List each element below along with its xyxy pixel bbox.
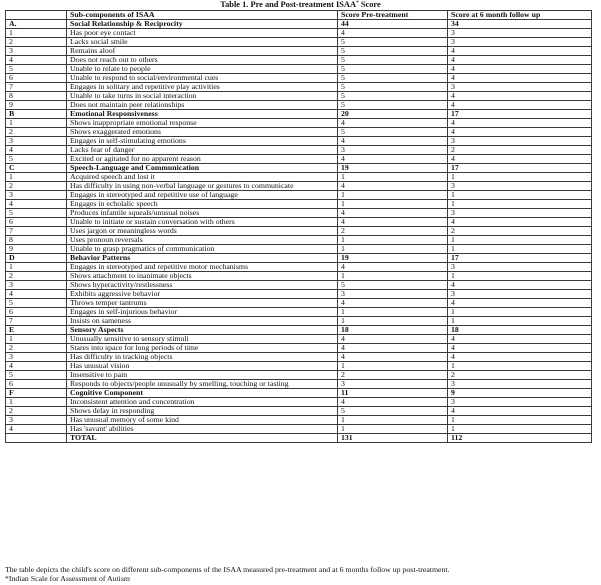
item-description: Does not reach out to others <box>67 56 338 65</box>
item-score-pre: 4 <box>338 335 448 344</box>
section-code: C <box>6 164 67 173</box>
item-description: Shows exaggerated emotions <box>67 128 338 137</box>
item-score-followup: 2 <box>448 227 592 236</box>
item-description: Unable to grasp pragmatics of communication <box>67 245 338 254</box>
item-score-pre: 5 <box>338 101 448 110</box>
item-score-followup: 4 <box>448 128 592 137</box>
item-number: 1 <box>6 119 67 128</box>
header-code <box>6 11 67 20</box>
table-row <box>6 173 592 182</box>
item-description: Engages in echolalic speech <box>67 200 338 209</box>
item-description: Uses jargon or meaningless words <box>67 227 338 236</box>
table-row <box>6 137 592 146</box>
table-row <box>6 191 592 200</box>
item-description: Has difficulty in tracking objects <box>67 353 338 362</box>
item-description: Unusually sensitive to sensory stimuli <box>67 335 338 344</box>
item-number: 2 <box>6 38 67 47</box>
item-score-pre: 4 <box>338 155 448 164</box>
item-description: Unable to relate to people <box>67 65 338 74</box>
item-score-pre: 5 <box>338 281 448 290</box>
item-number: 2 <box>6 344 67 353</box>
item-score-pre: 5 <box>338 47 448 56</box>
section-row <box>6 254 592 263</box>
section-row <box>6 326 592 335</box>
item-score-followup: 1 <box>448 308 592 317</box>
table-body <box>6 20 592 443</box>
table-row <box>6 299 592 308</box>
item-score-followup: 4 <box>448 119 592 128</box>
item-score-followup: 3 <box>448 137 592 146</box>
item-number: 9 <box>6 101 67 110</box>
section-row <box>6 20 592 29</box>
table-row <box>6 200 592 209</box>
section-score-pre: 18 <box>338 326 448 335</box>
item-description: Shows attachment to inanimate objects <box>67 272 338 281</box>
caption-text: Table 1. Pre and Post-treatment ISAA <box>220 0 356 9</box>
item-score-pre: 4 <box>338 209 448 218</box>
item-description: Produces infantile squeals/unusual noises <box>67 209 338 218</box>
item-score-followup: 4 <box>448 65 592 74</box>
table-row <box>6 308 592 317</box>
table-row <box>6 218 592 227</box>
item-number: 3 <box>6 137 67 146</box>
item-score-pre: 1 <box>338 425 448 434</box>
section-title: Sensory Aspects <box>67 326 338 335</box>
item-number: 3 <box>6 353 67 362</box>
item-description: Throws temper tantrums <box>67 299 338 308</box>
table-row <box>6 380 592 389</box>
item-description: Insists on sameness <box>67 317 338 326</box>
table-row <box>6 317 592 326</box>
caption-footnote-marker: * <box>356 0 359 6</box>
item-number: 2 <box>6 407 67 416</box>
item-score-followup: 1 <box>448 200 592 209</box>
item-number: 1 <box>6 173 67 182</box>
item-description: Responds to objects/people unusually by smelling, touching or tasting <box>67 380 338 389</box>
item-number: 3 <box>6 191 67 200</box>
section-row <box>6 389 592 398</box>
item-score-followup: 1 <box>448 245 592 254</box>
table-row <box>6 56 592 65</box>
item-score-followup: 4 <box>448 407 592 416</box>
item-number: 4 <box>6 56 67 65</box>
section-score-followup: 17 <box>448 254 592 263</box>
table-row <box>6 371 592 380</box>
item-score-pre: 1 <box>338 245 448 254</box>
item-number: 1 <box>6 263 67 272</box>
item-score-followup: 3 <box>448 83 592 92</box>
item-description: Engages in stereotyped and repetitive motor mechanisms <box>67 263 338 272</box>
item-score-followup: 3 <box>448 398 592 407</box>
item-score-pre: 5 <box>338 92 448 101</box>
item-number: 9 <box>6 245 67 254</box>
item-score-pre: 4 <box>338 263 448 272</box>
item-description: Engages in stereotyped and repetitive use of language <box>67 191 338 200</box>
item-score-followup: 1 <box>448 272 592 281</box>
item-number: 1 <box>6 29 67 38</box>
item-number: 7 <box>6 227 67 236</box>
table-row <box>6 281 592 290</box>
table-row <box>6 182 592 191</box>
section-code: B <box>6 110 67 119</box>
item-description: Unable to initiate or sustain conversation with others <box>67 218 338 227</box>
item-score-pre: 4 <box>338 182 448 191</box>
table-row <box>6 101 592 110</box>
caption-suffix: Score <box>358 0 381 9</box>
item-score-pre: 4 <box>338 119 448 128</box>
item-description: Lacks social smile <box>67 38 338 47</box>
table-row <box>6 407 592 416</box>
item-score-pre: 5 <box>338 38 448 47</box>
item-number: 6 <box>6 308 67 317</box>
item-number: 5 <box>6 65 67 74</box>
table-row <box>6 425 592 434</box>
item-number: 5 <box>6 371 67 380</box>
item-score-followup: 4 <box>448 74 592 83</box>
item-number: 5 <box>6 155 67 164</box>
table-header-row <box>6 11 592 20</box>
item-description: Inconsistent attention and concentration <box>67 398 338 407</box>
total-row <box>6 434 592 443</box>
item-number: 3 <box>6 47 67 56</box>
item-number: 8 <box>6 236 67 245</box>
item-number: 6 <box>6 218 67 227</box>
item-score-pre: 1 <box>338 308 448 317</box>
item-score-followup: 1 <box>448 173 592 182</box>
item-score-followup: 3 <box>448 380 592 389</box>
item-score-followup: 1 <box>448 362 592 371</box>
item-description: Has difficulty in using non-verbal language or gestures to communicate <box>67 182 338 191</box>
item-number: 7 <box>6 317 67 326</box>
item-score-followup: 3 <box>448 209 592 218</box>
item-description: Unable to respond to social/environmental cues <box>67 74 338 83</box>
item-score-pre: 4 <box>338 29 448 38</box>
item-score-followup: 4 <box>448 218 592 227</box>
item-score-followup: 4 <box>448 353 592 362</box>
item-score-pre: 3 <box>338 380 448 389</box>
table-row <box>6 227 592 236</box>
item-score-pre: 5 <box>338 128 448 137</box>
item-description: Excited or agitated for no apparent reason <box>67 155 338 164</box>
table-row <box>6 92 592 101</box>
item-number: 2 <box>6 128 67 137</box>
table-row <box>6 29 592 38</box>
section-code: A. <box>6 20 67 29</box>
item-number: 4 <box>6 425 67 434</box>
section-title: Speech-Language and Communication <box>67 164 338 173</box>
table-row <box>6 290 592 299</box>
section-score-followup: 18 <box>448 326 592 335</box>
item-description: Shows delay in responding <box>67 407 338 416</box>
item-score-pre: 1 <box>338 173 448 182</box>
item-score-followup: 3 <box>448 263 592 272</box>
table-row <box>6 263 592 272</box>
section-code: D <box>6 254 67 263</box>
item-score-pre: 2 <box>338 227 448 236</box>
item-score-pre: 1 <box>338 272 448 281</box>
footnote-abbreviation: *Indian Scale for Assessment of Autism <box>5 573 130 583</box>
total-label: TOTAL <box>67 434 338 443</box>
item-score-pre: 5 <box>338 56 448 65</box>
item-score-pre: 3 <box>338 146 448 155</box>
item-score-followup: 4 <box>448 344 592 353</box>
item-score-pre: 4 <box>338 137 448 146</box>
section-row <box>6 164 592 173</box>
item-score-pre: 1 <box>338 416 448 425</box>
section-score-pre: 11 <box>338 389 448 398</box>
section-score-pre: 19 <box>338 164 448 173</box>
section-score-followup: 17 <box>448 110 592 119</box>
item-score-pre: 1 <box>338 362 448 371</box>
item-score-followup: 3 <box>448 29 592 38</box>
item-description: Has poor eye contact <box>67 29 338 38</box>
section-code: F <box>6 389 67 398</box>
table-row <box>6 128 592 137</box>
item-number: 2 <box>6 272 67 281</box>
item-score-pre: 2 <box>338 371 448 380</box>
item-score-pre: 1 <box>338 191 448 200</box>
item-score-followup: 4 <box>448 299 592 308</box>
item-score-pre: 1 <box>338 200 448 209</box>
item-score-pre: 1 <box>338 317 448 326</box>
section-code: E <box>6 326 67 335</box>
table-row <box>6 344 592 353</box>
item-score-followup: 4 <box>448 92 592 101</box>
table-row <box>6 236 592 245</box>
item-number: 5 <box>6 209 67 218</box>
table-row <box>6 38 592 47</box>
item-number: 4 <box>6 146 67 155</box>
item-description: Insensitive to pain <box>67 371 338 380</box>
item-description: Lacks fear of danger <box>67 146 338 155</box>
item-number: 4 <box>6 362 67 371</box>
table-row <box>6 83 592 92</box>
section-score-followup: 9 <box>448 389 592 398</box>
item-description: Does not maintain peer relationships <box>67 101 338 110</box>
item-score-followup: 4 <box>448 47 592 56</box>
section-score-pre: 19 <box>338 254 448 263</box>
section-row <box>6 110 592 119</box>
item-score-followup: 2 <box>448 146 592 155</box>
item-description: Shows inappropriate emotional response <box>67 119 338 128</box>
item-score-pre: 5 <box>338 407 448 416</box>
item-number: 4 <box>6 290 67 299</box>
item-description: Remains aloof <box>67 47 338 56</box>
item-number: 7 <box>6 83 67 92</box>
item-number: 1 <box>6 398 67 407</box>
table-row <box>6 209 592 218</box>
item-description: Unable to take turns in social interaction <box>67 92 338 101</box>
table-row <box>6 119 592 128</box>
item-number: 3 <box>6 416 67 425</box>
section-title: Social Relationship & Reciprocity <box>67 20 338 29</box>
item-number: 2 <box>6 182 67 191</box>
item-score-pre: 4 <box>338 344 448 353</box>
item-description: Has unusual memory of some kind <box>67 416 338 425</box>
table-row <box>6 74 592 83</box>
table-row <box>6 155 592 164</box>
table-row <box>6 245 592 254</box>
table-row <box>6 416 592 425</box>
section-score-followup: 17 <box>448 164 592 173</box>
item-number: 6 <box>6 74 67 83</box>
table-row <box>6 353 592 362</box>
item-number: 3 <box>6 281 67 290</box>
item-description: Engages in self-injurious behavior <box>67 308 338 317</box>
table-row <box>6 335 592 344</box>
item-description: Stares into space for long periods of time <box>67 344 338 353</box>
header-subcomponent: Sub-components of ISAA <box>67 11 338 20</box>
item-score-pre: 5 <box>338 83 448 92</box>
table-row <box>6 398 592 407</box>
item-number: 1 <box>6 335 67 344</box>
item-score-followup: 1 <box>448 317 592 326</box>
item-description: Engages in solitary and repetitive play activities <box>67 83 338 92</box>
item-description: Acquired speech and lost it <box>67 173 338 182</box>
section-title: Emotional Responsiveness <box>67 110 338 119</box>
item-score-followup: 1 <box>448 425 592 434</box>
item-score-followup: 4 <box>448 335 592 344</box>
isaa-score-table <box>5 10 592 443</box>
item-score-followup: 3 <box>448 182 592 191</box>
item-score-followup: 4 <box>448 56 592 65</box>
table-caption <box>0 0 601 10</box>
item-description: Engages in self-stimulating emotions <box>67 137 338 146</box>
section-title: Behavior Patterns <box>67 254 338 263</box>
item-score-followup: 3 <box>448 38 592 47</box>
item-score-pre: 5 <box>338 74 448 83</box>
header-score-followup: Score at 6 month follow up <box>448 11 592 20</box>
item-description: Shows hyperactivity/restlessness <box>67 281 338 290</box>
table-row <box>6 362 592 371</box>
section-title: Cognitive Component <box>67 389 338 398</box>
item-score-followup: 1 <box>448 236 592 245</box>
item-number: 4 <box>6 200 67 209</box>
footnote-description: The table depicts the child's score on different sub-components of the ISAA measured pre-treatment and at 6 months follow up post-treatment. <box>5 565 450 574</box>
total-score-followup: 112 <box>448 434 592 443</box>
item-score-followup: 4 <box>448 281 592 290</box>
item-score-pre: 5 <box>338 65 448 74</box>
item-score-pre: 1 <box>338 236 448 245</box>
item-score-followup: 4 <box>448 101 592 110</box>
item-description: Has unusual vision <box>67 362 338 371</box>
item-score-pre: 4 <box>338 398 448 407</box>
item-score-followup: 2 <box>448 371 592 380</box>
item-score-pre: 4 <box>338 353 448 362</box>
item-description: Has 'savant' abilities <box>67 425 338 434</box>
item-number: 5 <box>6 299 67 308</box>
item-score-followup: 1 <box>448 191 592 200</box>
item-score-followup: 3 <box>448 290 592 299</box>
table-row <box>6 146 592 155</box>
total-score-pre: 131 <box>338 434 448 443</box>
item-score-pre: 3 <box>338 290 448 299</box>
header-score-pre: Score Pre-treatment <box>338 11 448 20</box>
item-score-followup: 4 <box>448 155 592 164</box>
item-description: Uses pronoun reversals <box>67 236 338 245</box>
section-score-followup: 34 <box>448 20 592 29</box>
item-description: Exhibits aggressive behavior <box>67 290 338 299</box>
item-number: 6 <box>6 380 67 389</box>
item-score-pre: 4 <box>338 218 448 227</box>
table-row <box>6 272 592 281</box>
section-score-pre: 44 <box>338 20 448 29</box>
table-row <box>6 65 592 74</box>
section-score-pre: 20 <box>338 110 448 119</box>
table-row <box>6 47 592 56</box>
total-code-cell <box>6 434 67 443</box>
item-score-followup: 1 <box>448 416 592 425</box>
item-score-pre: 4 <box>338 299 448 308</box>
item-number: 8 <box>6 92 67 101</box>
